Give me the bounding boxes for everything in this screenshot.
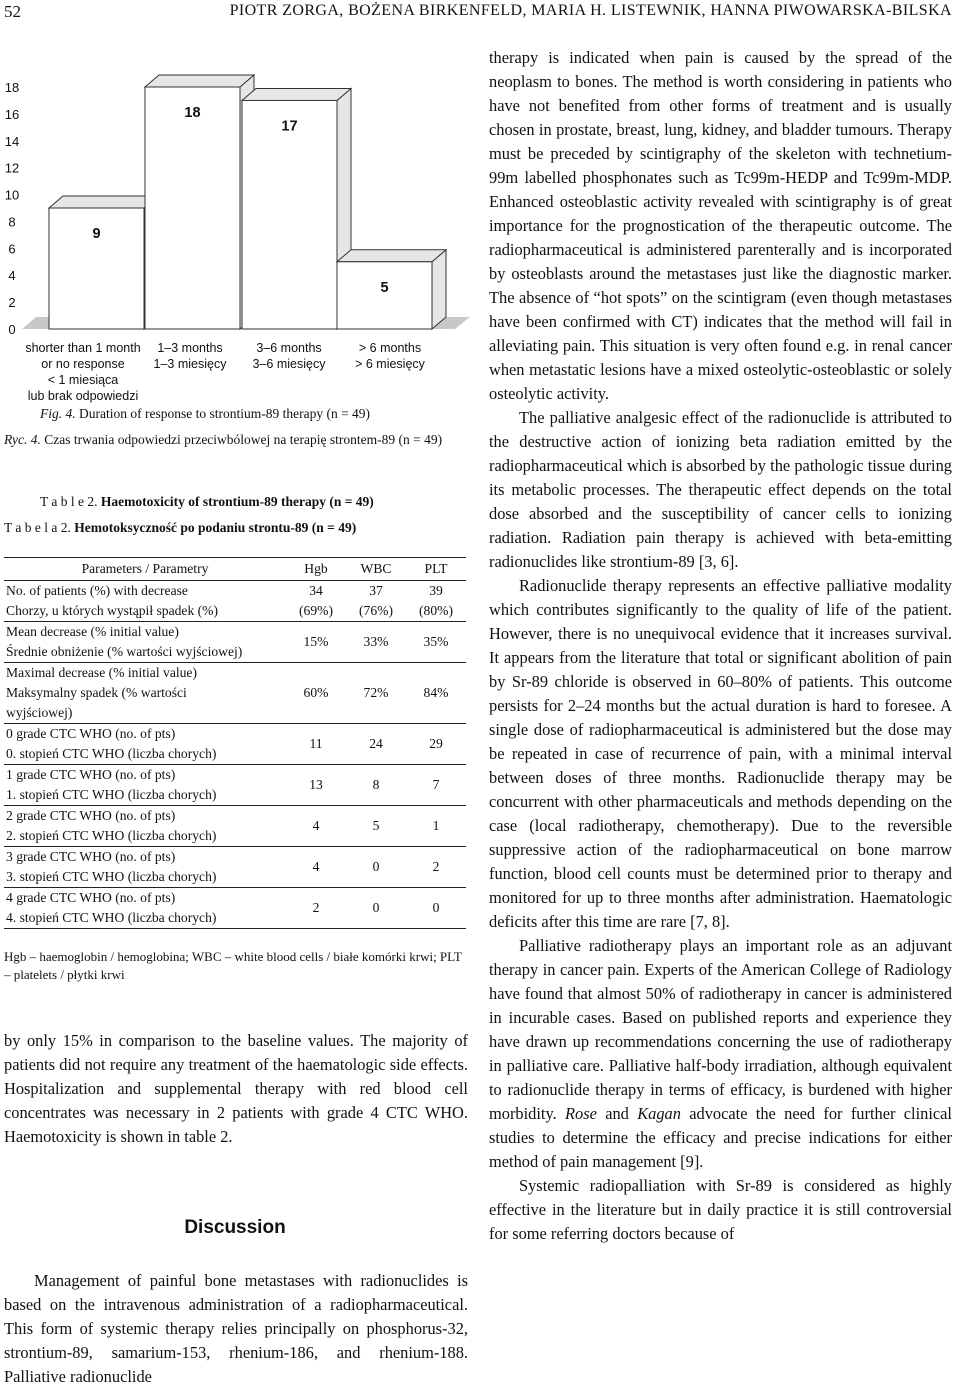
right-paragraph-4-text: Palliative radiotherapy plays an important role as an adjuvant therapy in cancer pain. Experts of the American College of Radiology have found that almost 50% of radiotherapy in cancer is administered in incurable cases. Based on published reports and experience they have drawn up recommendations concerning the use of radiotherapy in palliative care. Palliative half-body irradiation, although equivalent to radionuclide therapy in terms of efficacy, is burdened with higher morbidity. (489, 936, 952, 1123)
table-cell-value: (69%) (299, 603, 333, 618)
table-cell-value: 15% (303, 634, 329, 649)
x-tick-label: > 6 months (358, 341, 422, 355)
table-row (4, 581, 466, 622)
table-row-label (4, 622, 286, 663)
haemotoxicity-table (4, 557, 466, 929)
table-cell-value: 37 (369, 583, 383, 598)
table-row-label-line: 2 grade CTC WHO (no. of pts) (6, 808, 176, 823)
x-tick-label: 1–3 months (157, 341, 223, 355)
table-header-cell: Parameters / Parametry (4, 558, 286, 581)
table-row-label-line: Maksymalny spadek (% wartości (6, 685, 187, 700)
table-cell (406, 622, 466, 663)
table-row-label-line: Mean decrease (% initial value) (6, 624, 179, 639)
bar-value-label: 18 (184, 105, 201, 121)
table-row-label (4, 663, 286, 724)
bar (242, 100, 337, 329)
table-cell (346, 724, 406, 765)
table-header-cell: Hgb (286, 558, 346, 581)
table-row-label-line: Średnie obniżenie (% wartości wyjściowej) (6, 644, 243, 659)
table-cell-value: 8 (372, 777, 380, 792)
table-title-en (40, 494, 374, 510)
table-row-label-line: 3. stopień CTC WHO (liczba chorych) (6, 869, 217, 884)
table-row-label-line: 4. stopień CTC WHO (liczba chorych) (6, 910, 217, 925)
figure-caption-pl-text: Czas trwania odpowiedzi przeciwbólowej na terapię strontem-89 (n = 49) (40, 432, 443, 447)
table-cell-value: 24 (369, 736, 383, 751)
table-cell-value: 4 (312, 818, 320, 833)
x-tick-label: or no response (41, 357, 125, 371)
table-row-label (4, 724, 286, 765)
table-cell (346, 847, 406, 888)
table-cell (406, 806, 466, 847)
table-cell (346, 806, 406, 847)
table-header-row (4, 558, 466, 581)
y-tick-label: 2 (8, 295, 16, 311)
y-tick-label: 6 (8, 241, 16, 257)
table-row-label-line: 2. stopień CTC WHO (liczba chorych) (6, 828, 217, 843)
y-tick-label: 10 (4, 187, 20, 203)
table-cell (286, 581, 346, 622)
table-cell (406, 765, 466, 806)
table-header-cell: PLT (406, 558, 466, 581)
y-tick-label: 18 (4, 80, 20, 95)
table-row-label (4, 765, 286, 806)
y-tick-label: 0 (8, 322, 16, 337)
right-paragraph-5: Systemic radiopalliation with Sr-89 is considered as highly effective in the literature but in daily practice it is still controversial for some referring doctors because of (489, 1176, 952, 1243)
table-row-label-line: Maximal decrease (% initial value) (6, 665, 197, 680)
page-header (0, 0, 960, 24)
table-row (4, 622, 466, 663)
running-head-authors: PIOTR ZORGA, BOŻENA BIRKENFELD, MARIA H. LISTEWNIK, HANNA PIWOWARSKA-BILSKA (229, 2, 952, 19)
table-row-label-line: wyjściowej) (6, 705, 73, 720)
bar-top (145, 75, 254, 87)
y-tick-label: 14 (4, 133, 20, 149)
table-cell-value: 7 (432, 777, 440, 792)
table-row-label (4, 581, 286, 622)
table-cell (286, 663, 346, 724)
table-cell-value: (80%) (419, 603, 453, 618)
table-row-label-line: 4 grade CTC WHO (no. of pts) (6, 890, 176, 905)
figure-label-pl: Ryc. 4. (4, 432, 41, 447)
x-tick-label: > 6 miesięcy (355, 357, 425, 371)
table-row-label-line: No. of patients (%) with decrease (6, 583, 188, 598)
right-paragraph-1: therapy is indicated when pain is caused by the spread of the neoplasm to bones. The method is worth considering in patients who have not benefited from other forms of treatment and is usually chosen in prostate, breast, lung, kidney, and bladder tumours. Therapy must be preceded by scintigraphy of the skeleton with technetium-99m labelled phosphonates such as Tc99m-HEDP and Tc99m-MDP. Enhanced osteoblastic activity revealed with scintigraphy is of great importance for the prognostication of the therapeutic outcome. The radiopharmaceutical is administered parenterally and is incorporated by osteoblasts around the metastases just like the diagnostic marker. The absence of “hot spots” on the scintigram (even though metastases have been confirmed with CT) indicates that the method will fail in alleviating pain. This situation is very often found e.g. in renal cancer when metastatic lesions have a mixed osteolytic-osteoblastic or solely osteolytic activity. (489, 48, 952, 403)
right-paragraph-4 (489, 934, 952, 1174)
table-cell (406, 663, 466, 724)
table-cell (406, 847, 466, 888)
table-title-pl (4, 520, 356, 536)
table-cell-value: 4 (312, 859, 320, 874)
table-cell-value: 34 (309, 583, 323, 598)
bar-value-label: 5 (380, 279, 389, 296)
figure-caption-en (40, 406, 370, 422)
table-cell (406, 724, 466, 765)
table-cell-value: 0 (372, 900, 380, 915)
table-row (4, 765, 466, 806)
table-footnote: Hgb – haemoglobin / hemoglobina; WBC – white blood cells / białe komórki krwi; PLT – platelets / płytki krwi (4, 949, 462, 982)
author-name-rose: Rose (565, 1104, 597, 1123)
table-row-label (4, 888, 286, 929)
table-cell-value: 0 (432, 900, 440, 915)
table-cell-value: 84% (423, 685, 449, 700)
table-cell (406, 888, 466, 929)
table-cell-value: 35% (423, 634, 449, 649)
bar-value-label: 9 (92, 226, 101, 242)
y-tick-label: 8 (8, 214, 16, 230)
left-column-text (4, 1029, 468, 1149)
right-column-text (489, 46, 952, 1246)
table-cell (286, 806, 346, 847)
table-title-pl-text: Hemotoksyczność po podaniu strontu-89 (n = 49) (70, 520, 357, 535)
x-tick-label: < 1 miesiąca (47, 373, 119, 387)
bar-value-label: 17 (281, 118, 298, 135)
table-row (4, 847, 466, 888)
table-row-label-line: Chorzy, u których wystąpił spadek (%) (6, 603, 219, 618)
figure-label-en: Fig. 4. (40, 406, 76, 421)
bar (145, 87, 240, 329)
table-cell-value: 33% (363, 634, 389, 649)
table-cell (406, 581, 466, 622)
table-cell-value: 2 (432, 859, 440, 874)
x-tick-label: 3–6 months (256, 341, 322, 355)
table-cell (286, 622, 346, 663)
table-label-pl: T a b e l a 2. (4, 520, 71, 535)
x-tick-label: lub brak odpowiedzi (27, 389, 139, 403)
table-row-label-line: 3 grade CTC WHO (no. of pts) (6, 849, 176, 864)
table-row-label-line: 0 grade CTC WHO (no. of pts) (6, 726, 176, 741)
bar-top (242, 88, 351, 100)
x-tick-label: shorter than 1 month (25, 341, 141, 355)
right-paragraph-2: The palliative analgesic effect of the radionuclide is attributed to the destructive action of ionizing beta radiation emitted by the radiopharmaceutical which is absorbed by the pathologic tissue during its metabolic processes. The therapeutic effect depends on the total dose absorbed and the susceptibility of cancer cells to ionizing radiation. Radiation pain therapy is achieved with beta-emitting radionuclides like strontium-89 [3, 6]. (489, 408, 952, 571)
duration-bar-chart (0, 40, 470, 410)
table-cell (346, 663, 406, 724)
table-cell (346, 765, 406, 806)
table-cell (286, 765, 346, 806)
bar-side (432, 250, 446, 329)
table-row-label-line: 1 grade CTC WHO (no. of pts) (6, 767, 176, 782)
y-tick-label: 16 (4, 106, 20, 122)
figure-caption-pl (4, 432, 442, 448)
table-cell-value: 2 (312, 900, 320, 915)
table-cell-value: 5 (372, 818, 380, 833)
section-heading-discussion: Discussion (184, 1217, 286, 1238)
figure-caption-en-text: Duration of response to strontium-89 therapy (n = 49) (75, 406, 371, 421)
page-number: 52 (4, 2, 21, 21)
table-title-en-text: Haemotoxicity of strontium-89 therapy (n = 49) (97, 494, 374, 509)
bar-top (49, 196, 158, 208)
conjunction-and: and (596, 1104, 638, 1123)
table-row-label (4, 806, 286, 847)
table-row-label-line: 1. stopień CTC WHO (liczba chorych) (6, 787, 217, 802)
table-cell-value: 60% (303, 685, 329, 700)
table-cell-value: 11 (309, 736, 323, 751)
table-cell (286, 847, 346, 888)
x-tick-label: 3–6 miesięcy (252, 357, 326, 371)
table-row-label (4, 847, 286, 888)
table-label-en: T a b l e 2. (40, 494, 98, 509)
table-cell (346, 888, 406, 929)
x-tick-label: 1–3 miesięcy (153, 357, 227, 371)
table-row (4, 806, 466, 847)
y-tick-label: 12 (4, 160, 20, 176)
left-column-discussion (4, 1269, 468, 1389)
table-cell-value: 13 (309, 777, 323, 792)
left-paragraph-1: by only 15% in comparison to the baseline values. The majority of patients did not require any treatment of the haematologic side effects. Hospitalization and supplemental therapy with red blood cell concentrates was necessary in 2 patients with grade 4 CTC WHO. Haemotoxicity is shown in table 2. (4, 1031, 468, 1146)
y-tick-label: 4 (8, 268, 16, 284)
table-cell-value: 72% (363, 685, 389, 700)
table-header-cell: WBC (346, 558, 406, 581)
table-row (4, 888, 466, 929)
author-name-kagan: Kagan (637, 1104, 681, 1123)
right-paragraph-3: Radionuclide therapy represents an effective palliative modality which contributes significantly to the quality of life of the patient. However, there is no unequivocal evidence that it increases survival. It appears from the literature that total or significant abolition of pain by Sr-89 chloride is observed in 60–80% of patients. This outcome persists for 2–24 months but the actual duration is hard to foresee. A single dose of radiopharmaceutical is administered but the dose may be repeated in case of recurrence of pain, with a minimal interval between doses of three months. Radionuclide therapy may be concurrent with other pharmaceuticals and methods depending on the case (local radiotherapy, chemotherapy). Due to the reversible suppressive action of the radiopharmaceutical on bone marrow function, blood cell counts must be determined prior to therapy and monitored for up to three months after administration. Haematologic deficits after this time are rare [7, 8]. (489, 576, 952, 931)
table-cell (346, 581, 406, 622)
table-row (4, 724, 466, 765)
table-cell-value: 39 (429, 583, 443, 598)
table-cell-value: 0 (372, 859, 380, 874)
right-paragraph-4-end: advocate the need for further clinical studies to determine the efficacy and precise indications for either method of pain management [9]. (489, 1104, 952, 1171)
table-cell-value: 29 (429, 736, 443, 751)
table-cell (286, 888, 346, 929)
table-cell-value: (76%) (359, 603, 393, 618)
left-paragraph-2: Management of painful bone metastases with radionuclides is based on the intravenous administration of a radiopharmaceutical. This form of systemic therapy relies principally on phosphorus-32, strontium-89, samarium-153, rhenium-186, and rhenium-188. Palliative radionuclide (4, 1271, 468, 1386)
bar-top (337, 250, 446, 262)
table-cell (346, 622, 406, 663)
table-cell-value: 1 (432, 818, 440, 833)
table-row-label-line: 0. stopień CTC WHO (liczba chorych) (6, 746, 217, 761)
table-cell (286, 724, 346, 765)
table-row (4, 663, 466, 724)
